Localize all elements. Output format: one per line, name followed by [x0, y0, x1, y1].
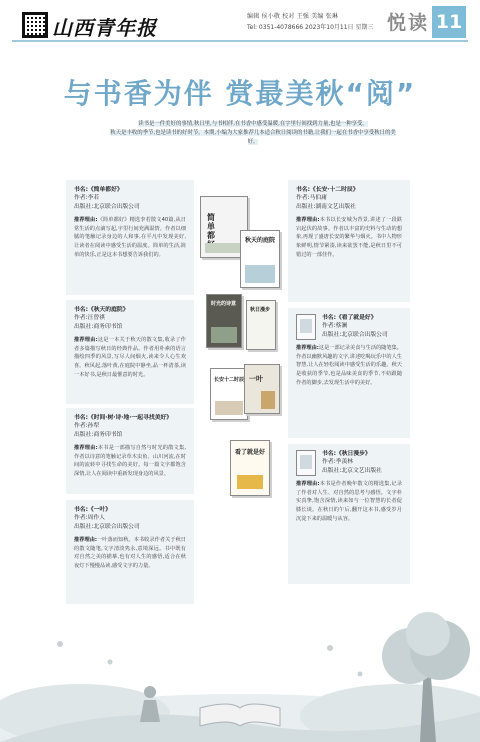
divider [12, 40, 468, 42]
cover-art [245, 265, 275, 283]
cover-art [261, 391, 275, 409]
book-cover[interactable] [230, 440, 270, 496]
book-cover[interactable] [246, 300, 276, 350]
recommend-text: 这是一本关于秋天的散文集,收录了作者多篇描写秋日的经典作品。作者用朴素的语言描绘四季的风景,写尽人间烟火,读来令人心生欢喜。秋风起,落叶黄,在庭院中静坐,品一杯清茶,读一本好书,是秋日最惬意的时光。 [74, 337, 186, 378]
book-title: 书名:《简单都好》 [74, 187, 123, 193]
book-author: 作者:蔡澜 [322, 323, 348, 330]
book-cover-title: 秋天的庭院 [245, 237, 276, 244]
cover-art [205, 243, 243, 253]
autumn-landscape-illustration [0, 604, 480, 742]
book-card [288, 444, 410, 584]
book-cover-title: 一叶 [249, 374, 263, 383]
recommend-label: 推荐理由: [296, 481, 320, 488]
recommend-text: 这是一部记录美食与生活的随笔集。作者以幽默风趣的文字,讲述吃喝玩乐中的人生智慧,让人在轻松阅读中感受生活的乐趣。秋天是收获的季节,也是品味美食的季节,不妨跟随作者的脚步,去发现生活中的美好。 [296, 345, 402, 386]
book-cover[interactable] [206, 294, 242, 348]
book-author: 作者:汪曾祺 [74, 315, 105, 322]
section-title: 悦读 [387, 12, 430, 34]
landscape-svg [0, 604, 480, 742]
editor-credits: 编辑 侯小敬 校对 王强 美编 张琳 [247, 13, 339, 20]
book-author: 作者:李若 [74, 195, 100, 202]
book-cover-title: 秋日漫步 [250, 307, 271, 313]
cover-art [237, 475, 263, 489]
newspaper-logo: 山西青年报 [52, 16, 157, 40]
book-cover[interactable] [240, 230, 280, 288]
book-author: 作者:马伯庸 [296, 195, 327, 202]
book-cover-title: 看了就是好 [235, 449, 266, 456]
recommend-label: 推荐理由: [74, 337, 98, 344]
book-publisher: 出版社:湖南文艺出版社 [296, 203, 356, 210]
book-title: 书名:《秋天的庭院》 [74, 307, 129, 313]
book-publisher: 出版社:北京联合出版公司 [74, 203, 140, 210]
book-cover-title: 长安十二时辰 [214, 377, 245, 383]
book-card [66, 408, 194, 494]
book-publisher: 出版社:北京联合出版公司 [74, 523, 140, 530]
book-publisher: 出版社:商务印书馆 [74, 323, 123, 330]
book-publisher: 出版社:商务印书馆 [74, 431, 123, 438]
book-publisher: 出版社:北京文艺出版社 [322, 467, 382, 474]
book-card [66, 300, 194, 404]
recommend-text: 本书是一部描写自然与时光的散文集,作者以诗意的笔触记录草木虫鱼、山川河流,在时间的流转中寻找生命的美好。每一篇文字都饱含深情,让人在阅读中重新发现身边的风景。 [74, 445, 186, 477]
page-number: 11 [432, 6, 466, 38]
book-cover[interactable] [210, 368, 248, 420]
recommend-label: 推荐理由: [74, 537, 98, 544]
book-title: 书名:《长安·十二时辰》 [296, 187, 359, 193]
book-author: 作者:周作人 [74, 515, 105, 522]
book-title: 书名:《秋日漫步》 [322, 451, 371, 457]
book-cover[interactable] [244, 364, 280, 414]
book-author: 作者:孙犁 [74, 423, 100, 430]
qr-code[interactable] [22, 12, 48, 38]
recommend-text: 本书是作者晚年散文的精选集,记录了作者对人生、对自然的思考与感悟。文字朴实真挚,饱含深情,读来如与一位智慧的长者促膝长谈。在秋日的午后,翻开这本书,感受岁月沉淀下来的温暖与从容。 [296, 481, 403, 522]
recommend-label: 推荐理由: [296, 217, 320, 224]
issue-date: Tel: 0351-4078666 2023年10月11日 星期三 [247, 24, 374, 31]
book-publisher: 出版社:北京联合出版公司 [322, 331, 388, 338]
intro-line: 读书是一件美好的事情,秋日里,与书相伴,在书香中感受温暖,在字里行间找到力量,也是一种享受。 [138, 121, 368, 127]
book-author: 作者:季羡林 [322, 459, 353, 466]
book-card [288, 308, 410, 438]
intro-line: 秋天是丰收的季节,也是读书的好时节。本期,小编为大家推荐几本适合秋日阅读的书籍,让我们一起在书香中享受秋日的美好。 [110, 130, 396, 145]
page-headline: 与书香为伴 赏最美秋“阅” [63, 77, 417, 110]
book-card [66, 500, 194, 604]
book-thumbnail [296, 314, 316, 340]
book-title: 书名:《时间·树·诗·地·一起寻找美好》 [74, 415, 173, 421]
recommend-label: 推荐理由: [296, 345, 319, 352]
book-title: 书名:《一叶》 [74, 507, 112, 513]
book-card [66, 180, 194, 295]
recommend-text: 一叶落而知秋。本书收录作者关于秋日的散文随笔,文字清淡隽永,意境深远。书中既有对自然之美的描摹,也有对人生的感悟,适合在秋夜灯下慢慢品读,感受文字的力量。 [74, 537, 186, 569]
recommend-text: 本书以长安城为背景,讲述了一段跌宕起伏的故事。作者以丰富的史料与生动的想象,再现了盛唐长安的繁华与烟火。书中人物形象鲜明,情节紧凑,读来欲罢不能,是秋日里不可错过的一部佳作。 [296, 217, 403, 258]
book-card [288, 180, 410, 302]
cover-art [215, 401, 243, 415]
recommend-label: 推荐理由: [74, 217, 98, 224]
recommend-text: 《简单都好》精选李若散文40篇,从日常生活的点滴写起,字里行间充满温情。作者以细腻的笔触记录身边的人和事,在平凡中发现美好,让读者在阅读中感受生活的温度。简单的生活,简单的快乐,正是这本书想要告诉我们的。 [74, 217, 186, 258]
book-thumbnail [296, 450, 316, 476]
intro-text [106, 120, 400, 147]
cover-art [211, 327, 237, 343]
book-cover-title: 简单都 [207, 212, 215, 240]
book-title: 书名:《看了就是好》 [322, 315, 377, 321]
book-cover-title: 时光的诗意 [211, 301, 237, 307]
masthead [0, 0, 480, 46]
recommend-label: 推荐理由: [74, 445, 98, 452]
